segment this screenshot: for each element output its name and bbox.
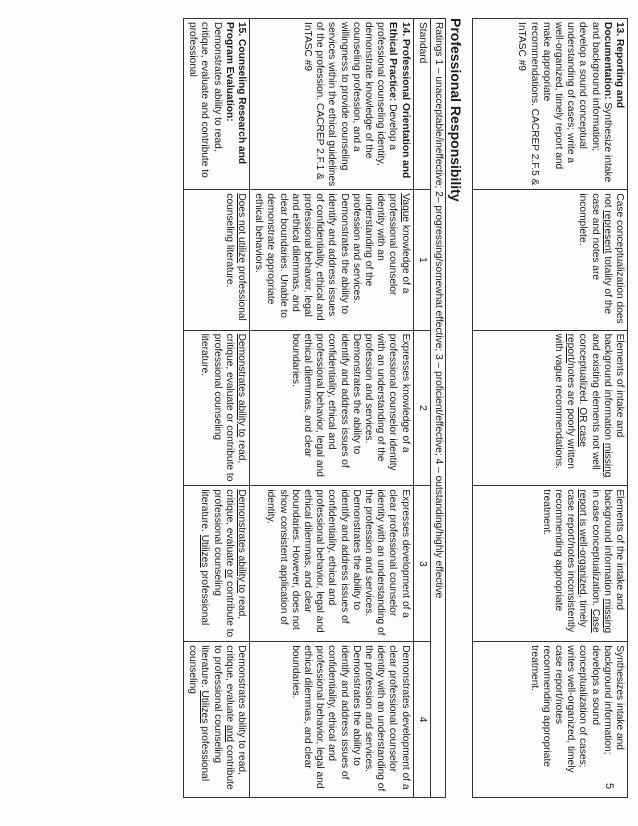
level-1-cell [249, 190, 413, 330]
cell-text: Case conceptualization does not [601, 193, 625, 324]
level-3-cell: Expresses development of a clear professional counselor identity with an understanding of the profession and services. Demonstrates the ability to identify and address issues of confidentiality, ethical and professional behavior, legal and ethical dilemmas, and clear boundaries. However, does not show consistent application of identity. [249, 486, 413, 642]
header-row [413, 19, 430, 798]
standard-title: 13. Reporting and Documentation: [601, 22, 625, 109]
cell-text: and existing elements not well conceptualized. [577, 333, 601, 470]
level-2-cell [183, 330, 249, 486]
header-level-4: 4 [413, 642, 430, 798]
level-3-cell [183, 486, 249, 642]
cell-text: Utilizes [199, 534, 211, 568]
cell-text: Utilizes [199, 690, 211, 724]
table-row [249, 19, 413, 798]
cell-text: missing [601, 442, 613, 478]
standard-cell [249, 19, 413, 190]
ratings-row [430, 19, 445, 798]
cell-text: professional counseling [187, 645, 211, 782]
cell-text: contribute to professional counseling literature. [199, 645, 235, 790]
cell-text: totality of the case and notes are incomplete. [577, 193, 613, 315]
cell-text: knowledge of a professional counselor identity with an understanding of the profession and services. Demonstrates the ability to identify and address issues of confidentiality, ethical and professional behavior, legal and ethical dilemmas, and clear boundaries. Unable to demonstrate appropriate ethical behaviors. [253, 193, 411, 321]
standard-title: 14. Professional Orientation and Ethical Practice: [387, 22, 411, 179]
cell-text: Case report is well-organized, [577, 489, 601, 633]
cell-text: professional [199, 567, 211, 626]
standard-title: 15. Counseling Research and Program Evaluation: [223, 22, 247, 165]
level-4-cell [473, 642, 628, 798]
cell-text: or [223, 569, 235, 579]
cell-text: Synthesizes intake and background information; develops a sound conceptualization of cases; writes well-organized, timely case report/notes recommending appropriate treatment. [528, 645, 625, 773]
cell-text: professional counseling literature. [223, 193, 247, 321]
cell-text: timely case report/notes inconsistently recommending appropriate treatment. [540, 489, 589, 633]
standard-text: Develop a professional counseling identity, demonstrate knowledge of the counseling profession, and a willingness to provide counseling services within the ethical guidelines of the profession. CACREP 2.F.1 & InTASC #9 [301, 22, 399, 187]
cell-text: Demonstrates ability to read, critique, evaluate [223, 645, 247, 775]
cell-text: Vague [399, 193, 411, 223]
table-row [473, 19, 628, 798]
header-level-1: 1 [413, 190, 430, 330]
cell-text: Demonstrates ability to [235, 489, 247, 594]
standard-cell [473, 19, 628, 190]
cell-text: OR case report/ [565, 333, 589, 447]
cell-text: Elements of intake and background information [601, 333, 625, 443]
level-1-cell [473, 190, 628, 330]
header-standard: Standard [413, 19, 430, 190]
level-3-cell [473, 486, 628, 642]
cell-text: read, critique, evaluate [223, 489, 247, 620]
standard-cell [183, 19, 249, 190]
standard-text: Synthesize intake and background information; develop a sound conceptual understanding of cases; write a well-organized, timely report and make appropriate recommendations. CACREP 2.F.5 & InTASC #9 [516, 22, 613, 186]
page-number: 5 [603, 782, 616, 790]
cell-text: and [223, 725, 235, 743]
standard-text: Demonstrates ability to read, critique, evaluate and contribute to professional [187, 22, 223, 178]
rubric-table [183, 18, 446, 798]
level-1-cell [183, 190, 249, 330]
cell-text: Does not utilize [235, 193, 247, 264]
header-level-3: 3 [413, 486, 430, 642]
cell-text: in case conceptualization. [589, 489, 601, 609]
cell-text: Elements of the intake and background information [601, 489, 625, 611]
level-4-cell: Demonstrates development of a clear professional counselor identity with an understanding of the profession and services. Demonstrates the ability to identify and address issues of confidentiality, ethical and professional behavior, legal and ethical dilemmas, and clear boundaries. [249, 642, 413, 798]
cell-text: notes are poorly written with vague recommendations. [552, 333, 577, 469]
cell-text: missing [601, 598, 613, 634]
section-title: Professional Responsibility [448, 18, 464, 202]
cell-text: read, critique, evaluate or contribute to professional counseling literature. [199, 333, 247, 482]
rubric-table-continued [472, 18, 628, 798]
level-2-cell [473, 330, 628, 486]
level-4-cell [183, 642, 249, 798]
header-level-2: 2 [413, 330, 430, 486]
table-row [183, 19, 249, 798]
level-2-cell: Expresses knowledge of a professional counselor identity with an understanding of the profession and services. Demonstrates the ability to identify and address issues of confidentiality, ethical and professional behavior, legal and ethical dilemmas, and clear boundaries. [249, 330, 413, 486]
page-content [183, 18, 628, 798]
cell-text: contribute to professional counseling literature. [199, 489, 235, 638]
cell-text: Demonstrates ability to [235, 333, 247, 438]
cell-text: represent [601, 210, 613, 254]
ratings-legend: Ratings 1 – unacceptable/ineffective; 2– progressing/somewhat effective; 3 – proficient/effective; 4 – outstanding/highly effective [430, 19, 445, 798]
